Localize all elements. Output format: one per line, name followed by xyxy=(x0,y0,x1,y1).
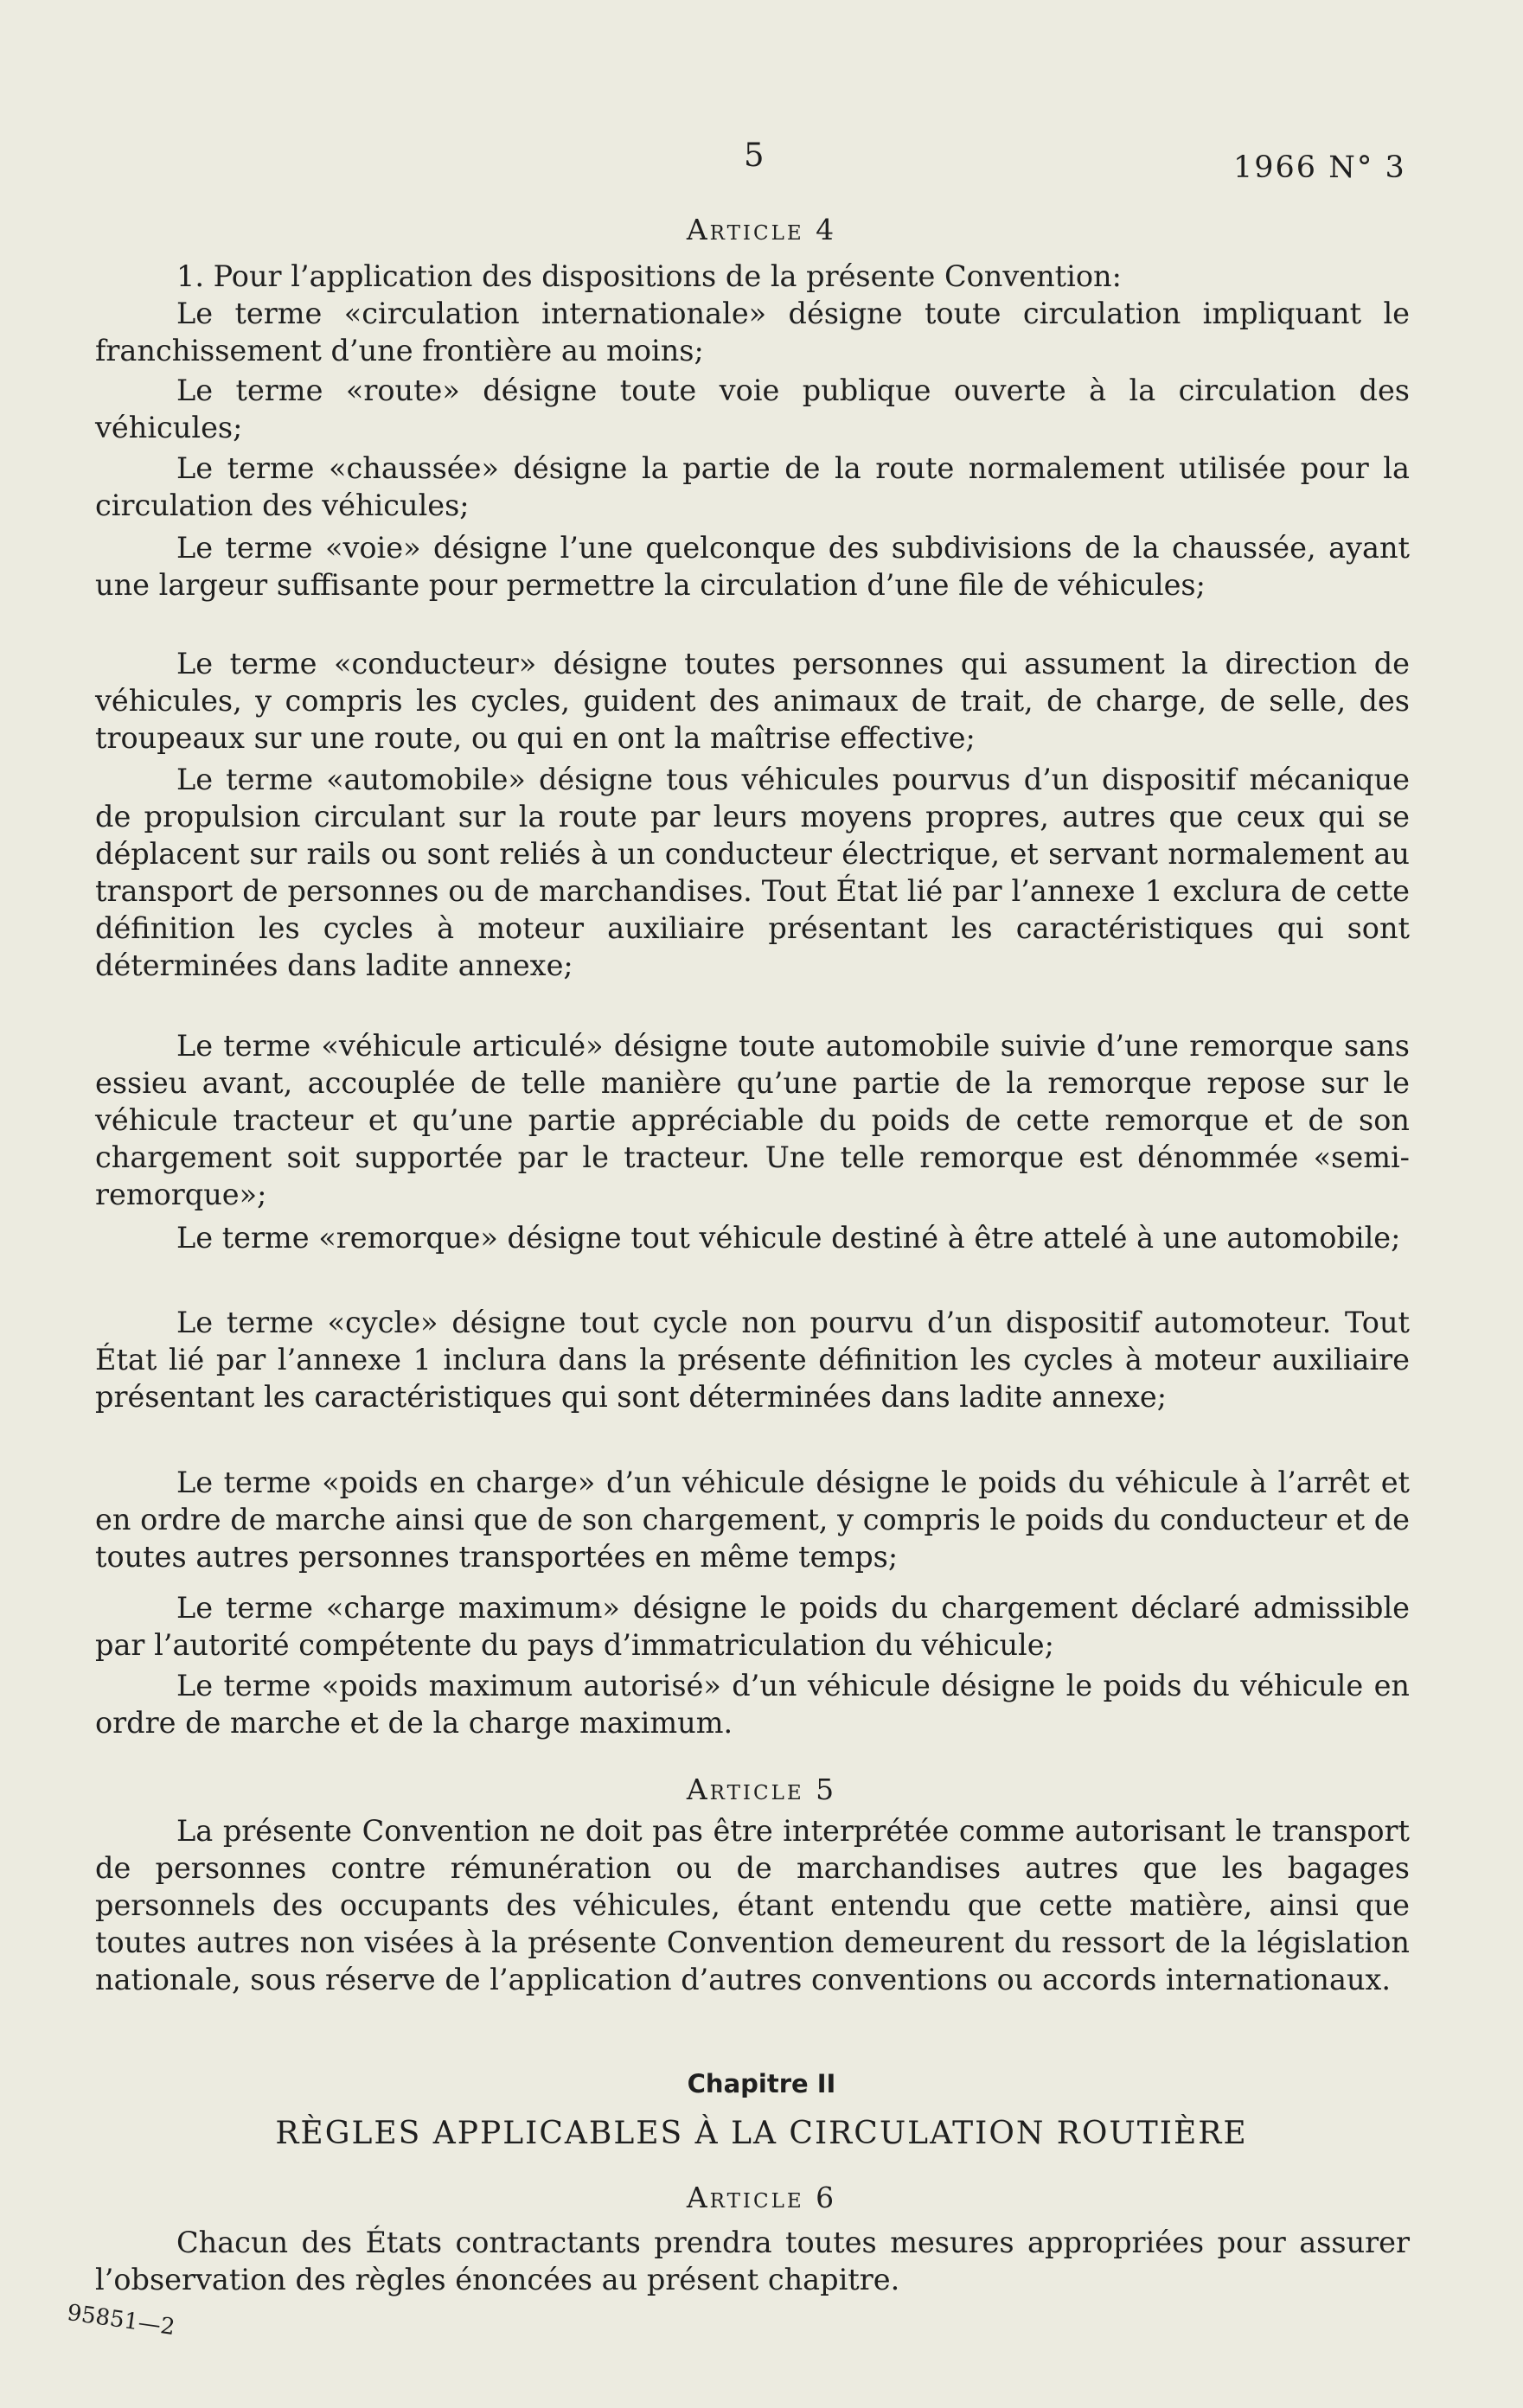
article-4-para-12: Le terme «charge maximum» désigne le poids du chargement déclaré admissible par l’autorité compétente du pays d’immatriculation du véhicule; xyxy=(95,1591,1410,1662)
article-5-para-1: La présente Convention ne doit pas être interprétée comme autorisant le transport de personnes contre rémunération ou de marchandises autres que les bagages personnels des occupants des véhicules, étant entendu que cette matière, ainsi que toutes autres non visées à la présente Convention demeurent du ressort de la législation nationale, sous réserve de l’application d’autres conventions ou accords internationaux. xyxy=(95,1814,1410,1996)
article-4-para-6: Le terme «conducteur» désigne toutes personnes qui assument la direction de véhicules, y compris les cycles, guident des animaux de trait, de charge, de selle, des troupeaux sur une route, ou qui en ont la maîtrise effective; xyxy=(95,647,1410,755)
chapter-label: Chapitre II xyxy=(687,2069,836,2098)
article-4-para-4: Le terme «chaussée» désigne la partie de la route normalement utilisée pour la circulation des véhicules; xyxy=(95,451,1410,522)
document-reference: 1966 N° 3 xyxy=(1233,150,1406,185)
article-4-para-5: Le terme «voie» désigne l’une quelconque des subdivisions de la chaussée, ayant une largeur suffisante pour permettre la circulation d’une file de véhicules; xyxy=(95,531,1410,602)
article-4-para-8: Le terme «véhicule articulé» désigne toute automobile suivie d’une remorque sans essieu avant, accouplée de telle manière qu’une partie de la remorque repose sur le véhicule tracteur et qu’une partie appréciable du poids de cette remorque et de son chargement soit supportée par le tracteur. Une telle remorque est dénommée «semi-remorque»; xyxy=(95,1029,1410,1211)
page-number: 5 xyxy=(744,137,765,174)
article-4-para-13: Le terme «poids maximum autorisé» d’un véhicule désigne le poids du véhicule en ordre de marche et de la charge maximum. xyxy=(95,1669,1410,1740)
article-5-heading: Article 5 xyxy=(686,1772,837,1806)
article-4-para-9: Le terme «remorque» désigne tout véhicule destiné à être attelé à une automobile; xyxy=(176,1221,1401,1255)
article-6-para-1: Chacun des États contractants prendra toutes mesures appropriées pour assurer l’observation des règles énoncées au présent chapitre. xyxy=(95,2226,1410,2296)
article-4-para-2: Le terme «circulation internationale» désigne toute circulation impliquant le franchissement d’une frontière au moins; xyxy=(95,297,1410,367)
article-4-para-7: Le terme «automobile» désigne tous véhicules pourvus d’un dispositif mécanique de propulsion circulant sur la route par leurs moyens propres, autres que ceux qui se déplacent sur rails ou sont reliés à un conducteur électrique, et servant normalement au transport de personnes ou de marchandises. Tout État lié par l’annexe 1 exclura de cette définition les cycles à moteur auxiliaire présentant les caractéristiques qui sont déterminées dans ladite annexe; xyxy=(95,763,1410,982)
article-4-para-1: 1. Pour l’application des dispositions de la présente Convention: xyxy=(176,259,1122,293)
article-4-para-11: Le terme «poids en charge» d’un véhicule désigne le poids du véhicule à l’arrêt et en ordre de marche ainsi que de son chargement, y compris le poids du conducteur et de toutes autres personnes transportées en même temps; xyxy=(95,1466,1410,1574)
article-4-heading: Article 4 xyxy=(686,213,837,246)
article-4-para-10: Le terme «cycle» désigne tout cycle non pourvu d’un dispositif automoteur. Tout État lié par l’annexe 1 inclura dans la présente définition les cycles à moteur auxiliaire présentant les caractéristiques qui sont déterminées dans ladite annexe; xyxy=(95,1306,1410,1414)
printer-code: 95851—2 xyxy=(65,2300,177,2341)
article-6-heading: Article 6 xyxy=(686,2181,837,2214)
chapter-title: RÈGLES APPLICABLES À LA CIRCULATION ROUTIÈRE xyxy=(275,2116,1248,2151)
article-4-para-3: Le terme «route» désigne toute voie publique ouverte à la circulation des véhicules; xyxy=(95,374,1410,444)
